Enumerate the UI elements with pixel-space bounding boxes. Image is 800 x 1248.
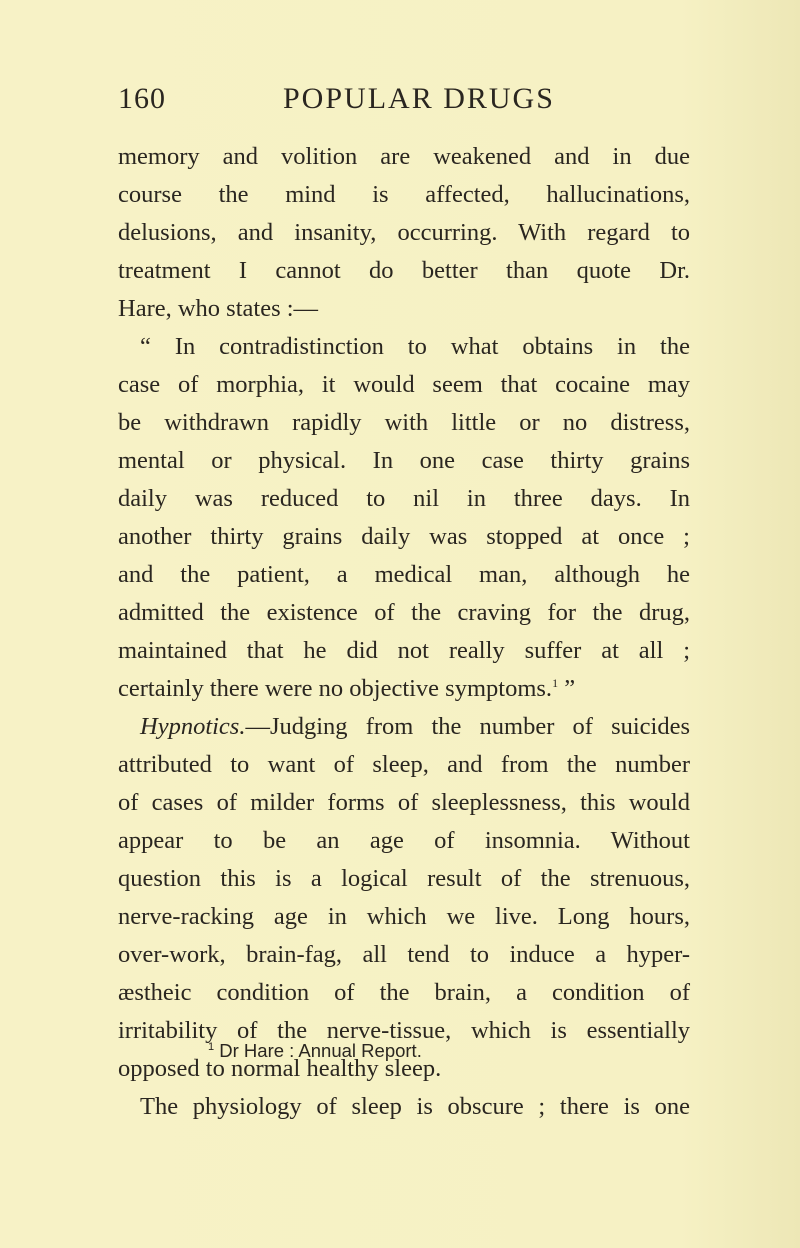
text-line: admitted the existence of the craving for the drug, — [118, 599, 690, 626]
text-line: delusions, and insanity, occurring. With regard to — [118, 219, 690, 246]
closing-quote: ” — [558, 675, 576, 702]
text-line: of cases of milder forms of sleeplessness, this would — [118, 789, 690, 816]
text-segment: —Judging from the number of suicides — [245, 713, 690, 740]
section-heading-hypnotics: Hypnotics. — [140, 713, 246, 740]
text-line: question this is a logical result of the strenuous, — [118, 865, 690, 892]
text-line: course the mind is affected, hallucinations, — [118, 181, 690, 208]
text-line: memory and volition are weakened and in due — [118, 143, 690, 170]
body-text — [118, 138, 690, 1126]
text-line: æstheic condition of the brain, a condition of — [118, 979, 690, 1006]
text-line: nerve-racking age in which we live. Long hours, — [118, 903, 690, 930]
text-segment: certainly there were no objective symptoms. — [118, 675, 553, 702]
text-line: The physiology of sleep is obscure ; there is one — [140, 1093, 690, 1120]
text-line-with-footnote — [118, 670, 690, 708]
text-line: appear to be an age of insomnia. Without — [118, 827, 690, 854]
text-line: over-work, brain-fag, all tend to induce a hyper- — [118, 941, 690, 968]
running-title: POPULAR DRUGS — [283, 82, 555, 115]
text-line: irritability of the nerve-tissue, which is essentially — [118, 1017, 690, 1044]
text-line: case of morphia, it would seem that cocaine may — [118, 371, 690, 398]
text-line: maintained that he did not really suffer at all ; — [118, 637, 690, 664]
text-line: daily was reduced to nil in three days. In — [118, 485, 690, 512]
text-line: attributed to want of sleep, and from the number — [118, 751, 690, 778]
text-line: opposed to normal healthy sleep. — [118, 1055, 442, 1082]
text-line-hypnotics — [118, 708, 690, 746]
page-number: 160 — [118, 82, 166, 115]
page-header — [118, 82, 688, 122]
footnote-marker: 1 — [208, 1041, 215, 1053]
text-line: mental or physical. In one case thirty grains — [118, 447, 690, 474]
text-line: Hare, who states :— — [118, 295, 319, 322]
footnote — [208, 1040, 422, 1062]
text-line: “ In contradistinction to what obtains in the — [140, 333, 690, 360]
text-line: another thirty grains daily was stopped at once ; — [118, 523, 690, 550]
text-line: and the patient, a medical man, although he — [118, 561, 690, 588]
text-line: be withdrawn rapidly with little or no distress, — [118, 409, 690, 436]
footnote-reference: 1 — [552, 676, 559, 690]
footnote-text: Dr Hare : Annual Report. — [214, 1040, 422, 1061]
text-line: treatment I cannot do better than quote Dr. — [118, 257, 690, 284]
